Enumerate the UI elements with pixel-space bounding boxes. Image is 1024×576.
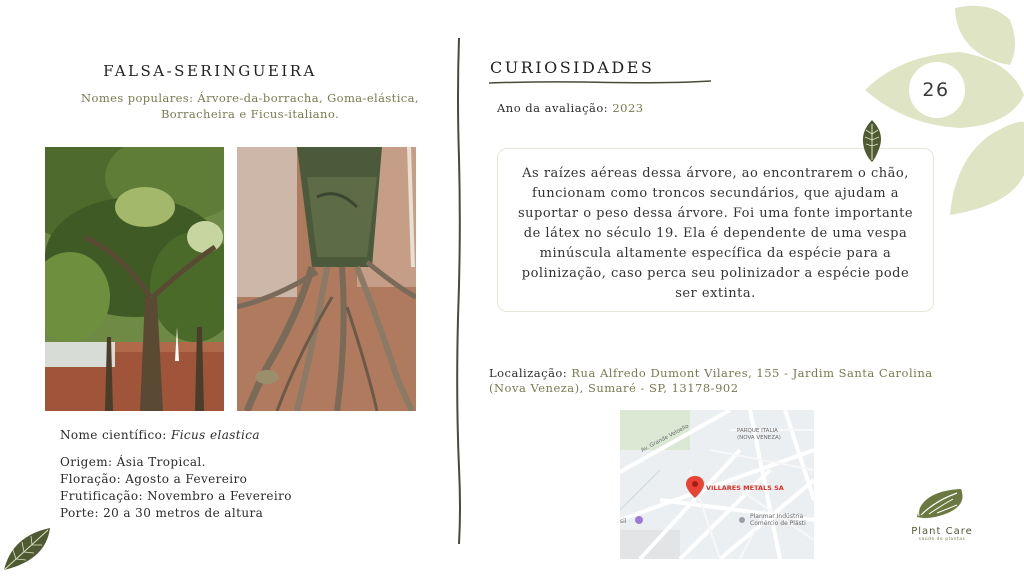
location <box>489 366 969 396</box>
origin: Origem: Ásia Tropical. <box>60 455 206 469</box>
popular-names: Nomes populares: Árvore-da-borracha, Goma-elástica, Borracheira e Ficus-italiano. <box>81 91 419 121</box>
year-value: 2023 <box>612 101 644 115</box>
map-poi-icon <box>635 516 643 524</box>
flowering: Floração: Agosto a Fevereiro <box>60 472 248 486</box>
bottom-leaf-icon <box>2 526 52 572</box>
decorative-leaves-icon <box>860 0 1024 230</box>
scientific-name-label: Nome científico: <box>60 428 167 442</box>
curiosities-title: CURIOSIDADES <box>490 58 655 77</box>
plant-details <box>60 454 292 522</box>
evaluation-year <box>497 101 644 115</box>
location-address: Rua Alfredo Dumont Vilares, 155 - Jardim Santa Carolina (Nova Veneza), Sumaré - SP, 13178-902 <box>489 366 933 395</box>
plant-title: FALSA-SERINGUEIRA <box>103 62 317 80</box>
year-label: Ano da avaliação: <box>497 101 609 115</box>
tree-canopy-photo <box>45 147 224 411</box>
map-area-label-2: (NOVA VENEZA) <box>737 435 781 441</box>
fruiting: Frutificação: Novembro a Fevereiro <box>60 489 292 503</box>
map-area-label-1: PARQUE ITALIA <box>737 428 778 434</box>
map-edge-label: sil <box>620 518 627 525</box>
title-underline <box>489 79 711 85</box>
plant-care-logo-icon <box>895 485 989 521</box>
location-label: Localização: <box>489 366 568 380</box>
vertical-divider <box>455 38 463 544</box>
map-poi-label-2: Comércio de Plásti <box>750 520 806 527</box>
scientific-name-value: Ficus elastica <box>170 428 260 442</box>
page-number: 26 <box>922 79 950 101</box>
curiosities-text: As raízes aéreas dessa árvore, ao encontrarem o chão, funcionam como troncos secundários, que ajudam a suportar o peso dessa árvore. Foi uma fonte importante de látex no século 19. Ela é dependente de uma vespa minúscula altamente específica da espécie para a polinização, caso perca seu polinizador a espécie pode ser extinta. <box>517 166 914 301</box>
map-street-label: Av. Grande Veloello <box>640 423 690 454</box>
map-marker-label: VILLARES METALS SA <box>706 484 784 492</box>
brand-logo <box>895 485 989 545</box>
small-leaf-icon <box>860 120 884 162</box>
scientific-name <box>60 428 260 442</box>
brand-tagline: saúde de plantas <box>918 537 966 542</box>
map-poi-label-1: Planmar Indústria <box>750 513 804 520</box>
brand-name: Plant Care <box>911 526 973 537</box>
location-map[interactable] <box>620 410 814 559</box>
plant-size: Porte: 20 a 30 metros de altura <box>60 506 264 520</box>
aerial-roots-photo <box>237 147 416 411</box>
map-poi-dot-icon <box>739 517 745 523</box>
